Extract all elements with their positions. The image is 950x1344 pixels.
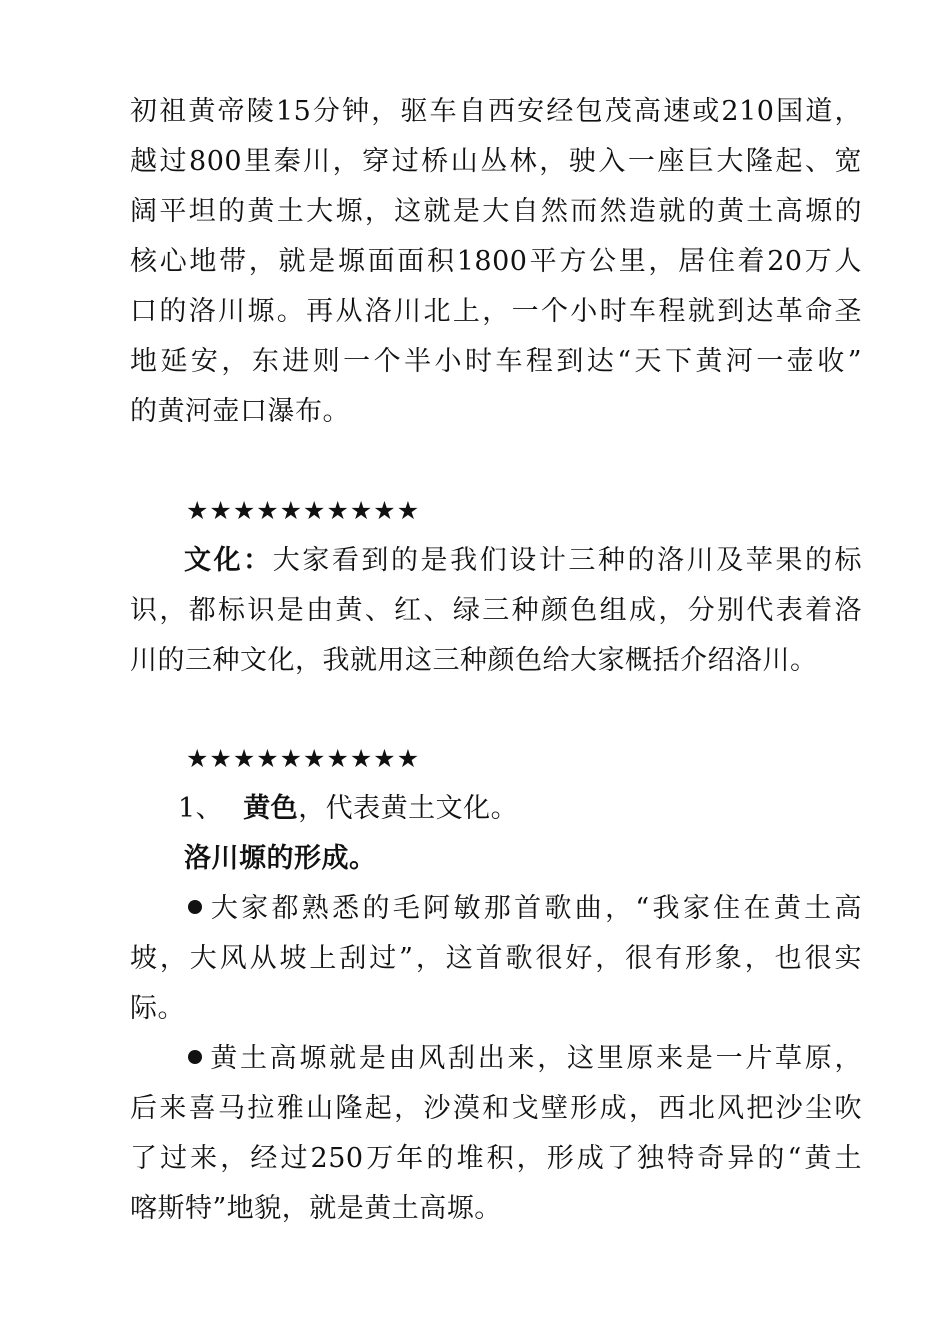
bullet2-line-4: 喀斯特”地貌，就是黄土高塬。: [130, 1193, 502, 1224]
section-heading-yellow: [178, 789, 862, 829]
subheading: 洛川塬的形成。: [184, 843, 377, 874]
bullet2-line-1: [188, 1039, 862, 1079]
bullet1-line-2: 坡，大风从坡上刮过”，这首歌很好，很有形象，也很实: [130, 943, 862, 974]
para1-line-1: 初祖黄帝陵15分钟，驱车自西安经包茂高速或210国道，: [130, 96, 862, 127]
bullet2-line-3: 了过来，经过250万年的堆积，形成了独特奇异的“黄土: [130, 1143, 862, 1174]
star-divider: ★★★★★★★★★★: [186, 744, 421, 773]
bullet1-line-1-text: 大家都熟悉的毛阿敏那首歌曲，“我家住在黄土高: [208, 893, 862, 924]
culture-line-1: [184, 541, 862, 581]
bullet-dot-icon: [188, 900, 202, 914]
star-divider: ★★★★★★★★★★: [186, 496, 421, 525]
para1-line-4: 核心地带，就是塬面面积1800平方公里，居住着20万人: [130, 246, 862, 277]
culture-label: 文化：: [184, 545, 273, 576]
culture-line-3: 川的三种文化，我就用这三种颜色给大家概括介绍洛川。: [130, 645, 818, 676]
section-number: 1、: [178, 793, 224, 824]
culture-line-2: 识，都标识是由黄、红、绿三种颜色组成，分别代表着洛: [130, 595, 862, 626]
bullet2-line-1-text: 黄土高塬就是由风刮出来，这里原来是一片草原，: [208, 1043, 862, 1074]
para1-line-2: 越过800里秦川，穿过桥山丛林，驶入一座巨大隆起、宽: [130, 146, 862, 177]
para1-line-3: 阔平坦的黄土大塬，这就是大自然而然造就的黄土高塬的: [130, 196, 862, 227]
bullet1-line-3: 际。: [130, 993, 185, 1024]
para1-line-5: 口的洛川塬。再从洛川北上，一个小时车程就到达革命圣: [130, 296, 862, 327]
para1-line-7: 的黄河壶口瀑布。: [130, 396, 350, 427]
bullet1-line-1: [188, 889, 862, 929]
bullet2-line-2: 后来喜马拉雅山隆起，沙漠和戈壁形成，西北风把沙尘吹: [130, 1093, 862, 1124]
culture-line-1-text: 大家看到的是我们设计三种的洛川及苹果的标: [272, 545, 863, 576]
section-title: 黄色: [243, 793, 299, 824]
section-subtitle: ，代表黄土文化。: [298, 793, 519, 824]
bullet-dot-icon: [188, 1050, 202, 1064]
para1-line-6: 地延安，东进则一个半小时车程到达“天下黄河一壶收”: [130, 346, 862, 377]
